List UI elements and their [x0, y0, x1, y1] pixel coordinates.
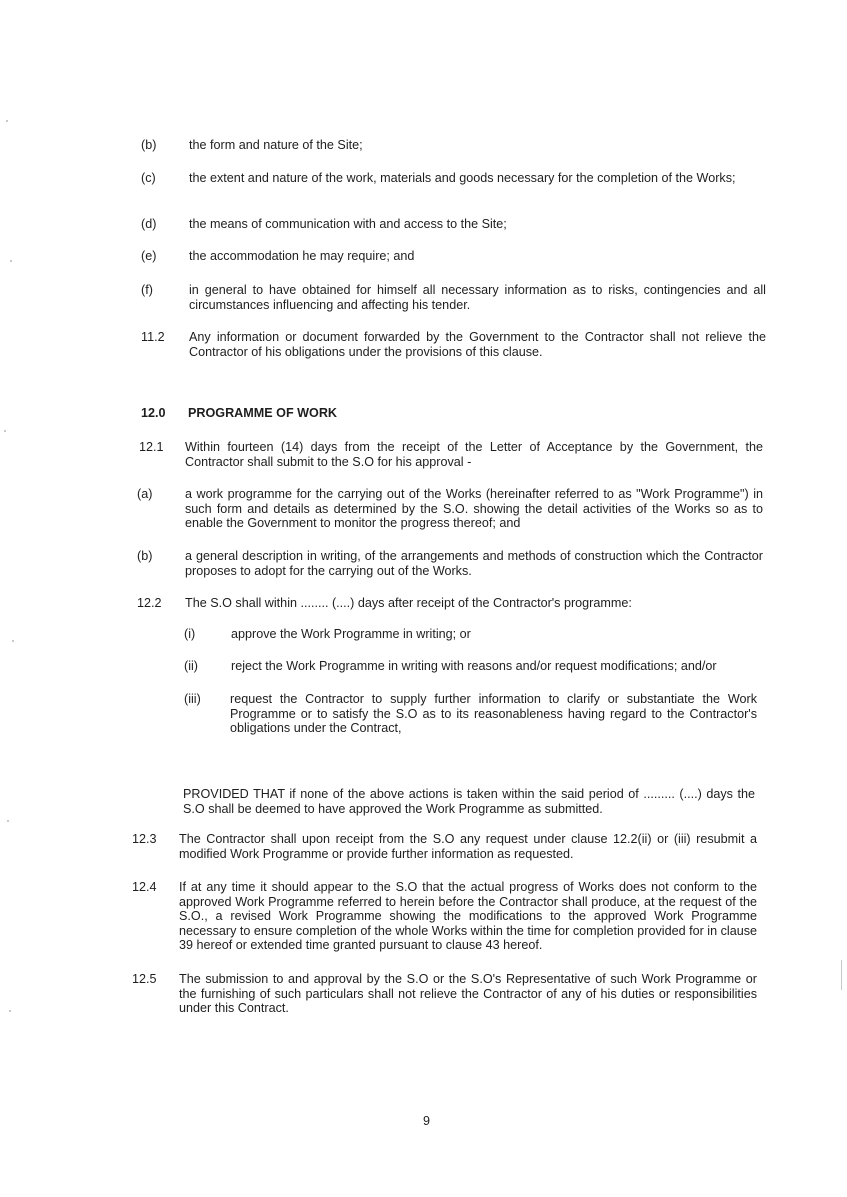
page-number: 9	[423, 1114, 431, 1128]
item-label: (b)	[141, 138, 157, 152]
scan-speck	[6, 120, 8, 122]
clause-number: 12.3	[132, 832, 157, 846]
scan-speck	[4, 430, 6, 432]
clause-text: The Contractor shall upon receipt from the S.O any request under clause 12.2(ii) or (iii) resubmit a modified Work Programme or provide further information as requested.	[179, 832, 757, 861]
scan-speck	[12, 640, 14, 642]
item-text: a general description in writing, of the arrangements and methods of construction which the Contractor proposes to adopt for the carrying out of the Works.	[185, 549, 763, 578]
clause-number: 12.5	[132, 972, 157, 986]
item-label: (d)	[141, 217, 157, 231]
item-label: (c)	[141, 171, 156, 185]
section-number: 12.0	[141, 406, 166, 420]
item-label: (b)	[137, 549, 153, 563]
item-text: reject the Work Programme in writing with reasons and/or request modifications; and/or	[231, 659, 717, 673]
item-text: the form and nature of the Site;	[189, 138, 363, 152]
item-text: the extent and nature of the work, materials and goods necessary for the completion of the Works;	[189, 171, 736, 185]
clause-number: 12.4	[132, 880, 157, 894]
clause-text: If at any time it should appear to the S.O that the actual progress of Works does not conform to the approved Work Programme referred to herein before the Contractor shall produce, at the request of the S.O., a revised Work Programme showing the modifications to the approved Work Programme necessary to ensure completion of the whole Works within the time for completion provided for in clause 39 hereof or extended time granted pursuant to clause 43 hereof.	[179, 880, 757, 953]
clause-number: 11.2	[141, 330, 165, 344]
item-label: (iii)	[184, 692, 201, 706]
item-label: (a)	[137, 487, 153, 501]
clause-text: The submission to and approval by the S.O or the S.O's Representative of such Work Programme or the furnishing of such particulars shall not relieve the Contractor of any of his duties or responsibilities under this Contract.	[179, 972, 757, 1016]
scan-speck	[7, 820, 9, 822]
clause-text: The S.O shall within ........ (....) days after receipt of the Contractor's programme:	[185, 596, 632, 610]
clause-text: Any information or document forwarded by the Government to the Contractor shall not relieve the Contractor of his obligations under the provisions of this clause.	[189, 330, 766, 359]
item-text: approve the Work Programme in writing; or	[231, 627, 471, 641]
item-label: (f)	[141, 283, 153, 297]
item-label: (i)	[184, 627, 196, 641]
proviso-text: PROVIDED THAT if none of the above actions is taken within the said period of ......... (....) days the S.O shall be deemed to have approved the Work Programme as submitted.	[183, 787, 755, 816]
item-text: request the Contractor to supply further information to clarify or substantiate the Work Programme or to satisfy the S.O as to its reasonableness having regard to the Contractor's obligations under the Contract,	[230, 692, 757, 736]
item-label: (e)	[141, 249, 157, 263]
item-label: (ii)	[184, 659, 198, 673]
clause-number: 12.2	[137, 596, 162, 610]
scan-speck	[841, 960, 842, 990]
item-text: the means of communication with and access to the Site;	[189, 217, 507, 231]
item-text: the accommodation he may require; and	[189, 249, 415, 263]
clause-text: Within fourteen (14) days from the receipt of the Letter of Acceptance by the Government, the Contractor shall submit to the S.O for his approval -	[185, 440, 763, 469]
clause-number: 12.1	[139, 440, 164, 454]
item-text: a work programme for the carrying out of the Works (hereinafter referred to as "Work Programme") in such form and details as determined by the S.O. showing the detail activities of the Works so as to enable the Government to monitor the progress thereof; and	[185, 487, 763, 531]
item-text: in general to have obtained for himself all necessary information as to risks, contingencies and all circumstances influencing and affecting his tender.	[189, 283, 766, 312]
section-title: PROGRAMME OF WORK	[188, 406, 338, 420]
scan-speck	[10, 260, 12, 262]
scan-speck	[9, 1010, 11, 1012]
